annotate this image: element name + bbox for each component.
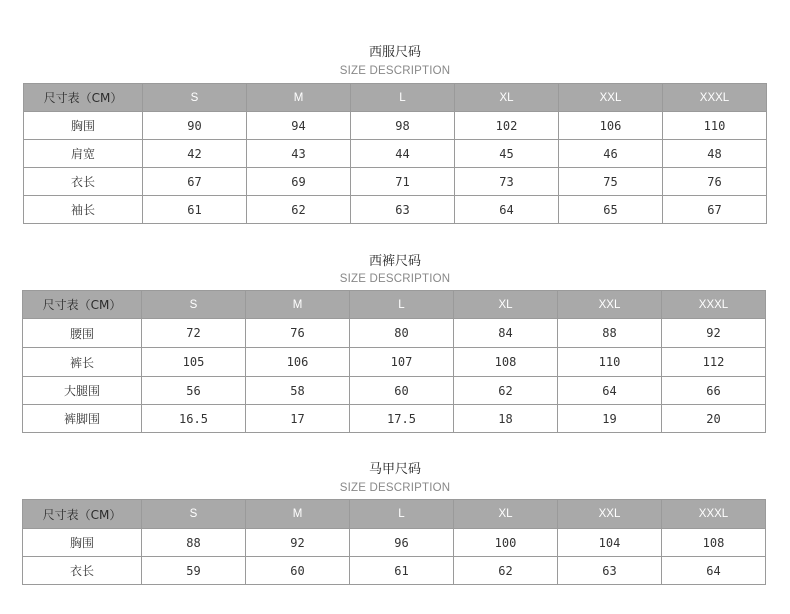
header-size-cell: XL [454, 291, 558, 319]
table-cell: 19 [558, 405, 662, 433]
table-cell: 96 [350, 529, 454, 557]
table-row [23, 529, 766, 557]
table-cell: 60 [350, 377, 454, 405]
row-label: 腰围 [23, 319, 142, 348]
table-cell: 67 [143, 168, 247, 196]
header-size-cell: M [246, 500, 350, 529]
table-cell: 84 [454, 319, 558, 348]
table-cell: 80 [350, 319, 454, 348]
header-size-cell: L [350, 291, 454, 319]
header-size-cell: L [350, 500, 454, 529]
table-cell: 75 [559, 168, 663, 196]
table-cell: 46 [559, 140, 663, 168]
table-cell: 112 [662, 348, 766, 377]
table-cell: 45 [455, 140, 559, 168]
table-cell: 18 [454, 405, 558, 433]
table-cell: 43 [247, 140, 351, 168]
header-size-cell: S [142, 291, 246, 319]
table-cell: 63 [558, 557, 662, 585]
table-cell: 107 [350, 348, 454, 377]
header-size-cell: M [247, 84, 351, 112]
table-cell: 48 [663, 140, 767, 168]
table-cell: 17 [246, 405, 350, 433]
header-size-cell: S [143, 84, 247, 112]
table-row [23, 319, 766, 348]
table-cell: 59 [142, 557, 246, 585]
suit-size-subtitle: SIZE DESCRIPTION [339, 65, 451, 77]
vest-size-title: 马甲尺码 [368, 462, 421, 477]
table-cell: 63 [351, 196, 455, 224]
table-cell: 76 [246, 319, 350, 348]
table-header-row [23, 291, 766, 319]
header-size-cell: L [351, 84, 455, 112]
table-cell: 104 [558, 529, 662, 557]
table-cell: 92 [662, 319, 766, 348]
table-row [24, 140, 767, 168]
table-cell: 106 [559, 112, 663, 140]
table-cell: 108 [662, 529, 766, 557]
header-size-cell: XXXL [662, 291, 766, 319]
header-size-cell: XXL [558, 500, 662, 529]
table-cell: 16.5 [142, 405, 246, 433]
table-cell: 108 [454, 348, 558, 377]
table-cell: 67 [663, 196, 767, 224]
header-size-cell: M [246, 291, 350, 319]
row-label: 袖长 [24, 196, 143, 224]
row-label: 衣长 [24, 168, 143, 196]
table-cell: 61 [350, 557, 454, 585]
trousers-size-table [22, 290, 766, 433]
row-label: 裤脚围 [23, 405, 142, 433]
table-row [23, 348, 766, 377]
header-size-cell: XXXL [663, 84, 767, 112]
row-label: 裤长 [23, 348, 142, 377]
table-row [24, 112, 767, 140]
table-cell: 71 [351, 168, 455, 196]
table-cell: 56 [142, 377, 246, 405]
table-cell: 88 [142, 529, 246, 557]
header-size-cell: XXXL [662, 500, 766, 529]
suit-size-table [23, 83, 767, 224]
table-row [23, 405, 766, 433]
table-row [23, 377, 766, 405]
table-header-row [24, 84, 767, 112]
vest-size-table [22, 499, 766, 585]
table-cell: 65 [559, 196, 663, 224]
table-cell: 102 [455, 112, 559, 140]
row-label: 胸围 [23, 529, 142, 557]
table-row [24, 196, 767, 224]
table-cell: 76 [663, 168, 767, 196]
table-cell: 105 [142, 348, 246, 377]
table-cell: 110 [558, 348, 662, 377]
table-cell: 64 [662, 557, 766, 585]
header-size-cell: XXL [558, 291, 662, 319]
table-header-row [23, 500, 766, 529]
row-label: 肩宽 [24, 140, 143, 168]
row-label: 大腿围 [23, 377, 142, 405]
header-label-cell: 尺寸表（CM） [23, 500, 142, 529]
trousers-size-title: 西裤尺码 [368, 254, 421, 269]
table-cell: 92 [246, 529, 350, 557]
header-label-cell: 尺寸表（CM） [24, 84, 143, 112]
table-cell: 64 [558, 377, 662, 405]
header-size-cell: XXL [559, 84, 663, 112]
header-size-cell: XL [455, 84, 559, 112]
table-cell: 110 [663, 112, 767, 140]
header-label-cell: 尺寸表（CM） [23, 291, 142, 319]
table-cell: 44 [351, 140, 455, 168]
header-size-cell: XL [454, 500, 558, 529]
table-cell: 64 [455, 196, 559, 224]
header-size-cell: S [142, 500, 246, 529]
table-row [24, 168, 767, 196]
table-cell: 62 [454, 557, 558, 585]
table-cell: 90 [143, 112, 247, 140]
table-cell: 73 [455, 168, 559, 196]
table-cell: 62 [247, 196, 351, 224]
table-cell: 66 [662, 377, 766, 405]
suit-size-title: 西服尺码 [368, 45, 421, 60]
trousers-size-subtitle: SIZE DESCRIPTION [339, 273, 451, 285]
table-cell: 42 [143, 140, 247, 168]
table-cell: 88 [558, 319, 662, 348]
table-cell: 17.5 [350, 405, 454, 433]
table-row [23, 557, 766, 585]
table-cell: 20 [662, 405, 766, 433]
row-label: 胸围 [24, 112, 143, 140]
table-cell: 69 [247, 168, 351, 196]
table-cell: 58 [246, 377, 350, 405]
row-label: 衣长 [23, 557, 142, 585]
table-cell: 100 [454, 529, 558, 557]
table-cell: 62 [454, 377, 558, 405]
table-cell: 72 [142, 319, 246, 348]
table-cell: 61 [143, 196, 247, 224]
vest-size-subtitle: SIZE DESCRIPTION [339, 482, 451, 494]
table-cell: 106 [246, 348, 350, 377]
table-cell: 98 [351, 112, 455, 140]
table-cell: 60 [246, 557, 350, 585]
table-cell: 94 [247, 112, 351, 140]
